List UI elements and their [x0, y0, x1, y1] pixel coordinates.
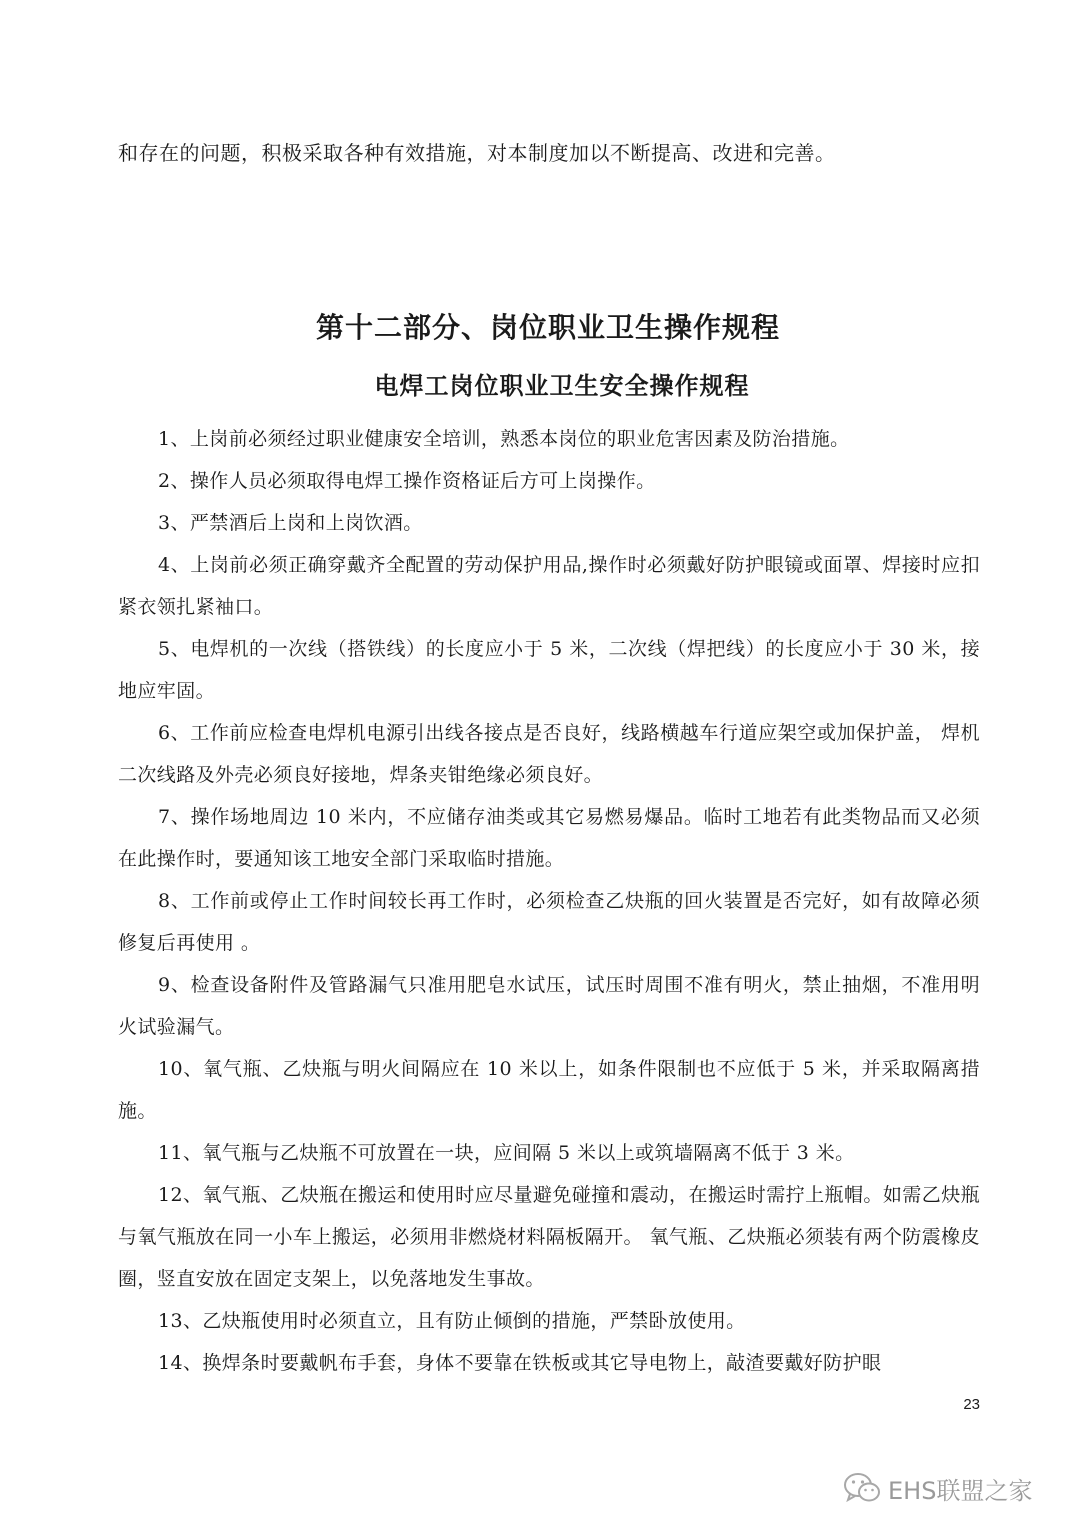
rule-item: 10、氧气瓶、乙炔瓶与明火间隔应在 10 米以上，如条件限制也不应低于 5 米，并采取隔离措施。 [118, 1058, 980, 1122]
rule-item: 12、氧气瓶、乙炔瓶在搬运和使用时应尽量避免碰撞和震动，在搬运时需拧上瓶帽。如需乙炔瓶与氧气瓶放在同一小车上搬运，必须用非燃烧材料隔板隔开。 氧气瓶、乙炔瓶必须装有两个防震橡皮圈，竖直安放在固定支架上，以免落地发生事故。 [118, 1184, 980, 1290]
watermark-text: EHS联盟之家 [888, 1476, 1033, 1505]
rule-item: 9、检查设备附件及管路漏气只准用肥皂水试压，试压时周围不准有明火，禁止抽烟，不准用明火试验漏气。 [118, 974, 980, 1038]
rule-item: 14、换焊条时要戴帆布手套，身体不要靠在铁板或其它导电物上，敲渣要戴好防护眼 [158, 1352, 882, 1374]
watermark [842, 1468, 1032, 1508]
rule-item: 2、操作人员必须取得电焊工操作资格证后方可上岗操作。 [158, 470, 656, 492]
rule-item: 4、上岗前必须正确穿戴齐全配置的劳动保护用品,操作时必须戴好防护眼镜或面罩、焊接时应扣紧衣领扎紧袖口。 [118, 554, 980, 618]
rule-item: 3、严禁酒后上岗和上岗饮酒。 [158, 512, 423, 534]
rule-item: 8、工作前或停止工作时间较长再工作时，必须检查乙炔瓶的回火装置是否完好，如有故障必须修复后再使用 。 [118, 890, 980, 954]
rule-item: 6、工作前应检查电焊机电源引出线各接点是否良好，线路横越车行道应架空或加保护盖， 焊机二次线路及外壳必须良好接地，焊条夹钳绝缘必须良好。 [118, 722, 980, 786]
section-title: 电焊工岗位职业卫生安全操作规程 [374, 371, 750, 400]
rule-item: 5、电焊机的一次线（搭铁线）的长度应小于 5 米，二次线（焊把线）的长度应小于 30 米，接地应牢固。 [118, 638, 980, 702]
rule-item: 7、操作场地周边 10 米内，不应储存油类或其它易燃易爆品。临时工地若有此类物品而又必须在此操作时，要通知该工地安全部门采取临时措施。 [118, 806, 980, 870]
rule-item: 13、乙炔瓶使用时必须直立，且有防止倾倒的措施，严禁卧放使用。 [158, 1310, 746, 1332]
wechat-icon [842, 1471, 882, 1505]
rule-item: 1、上岗前必须经过职业健康安全培训，熟悉本岗位的职业危害因素及防治措施。 [158, 428, 850, 450]
rules-list [118, 418, 980, 1384]
rule-item: 11、氧气瓶与乙炔瓶不可放置在一块，应间隔 5 米以上或筑墙隔离不低于 3 米。 [158, 1142, 855, 1164]
part-title: 第十二部分、岗位职业卫生操作规程 [315, 311, 780, 344]
carry-over-paragraph: 和存在的问题，积极采取各种有效措施，对本制度加以不断提高、改进和完善。 [118, 141, 836, 165]
page-number: 23 [963, 1396, 980, 1413]
